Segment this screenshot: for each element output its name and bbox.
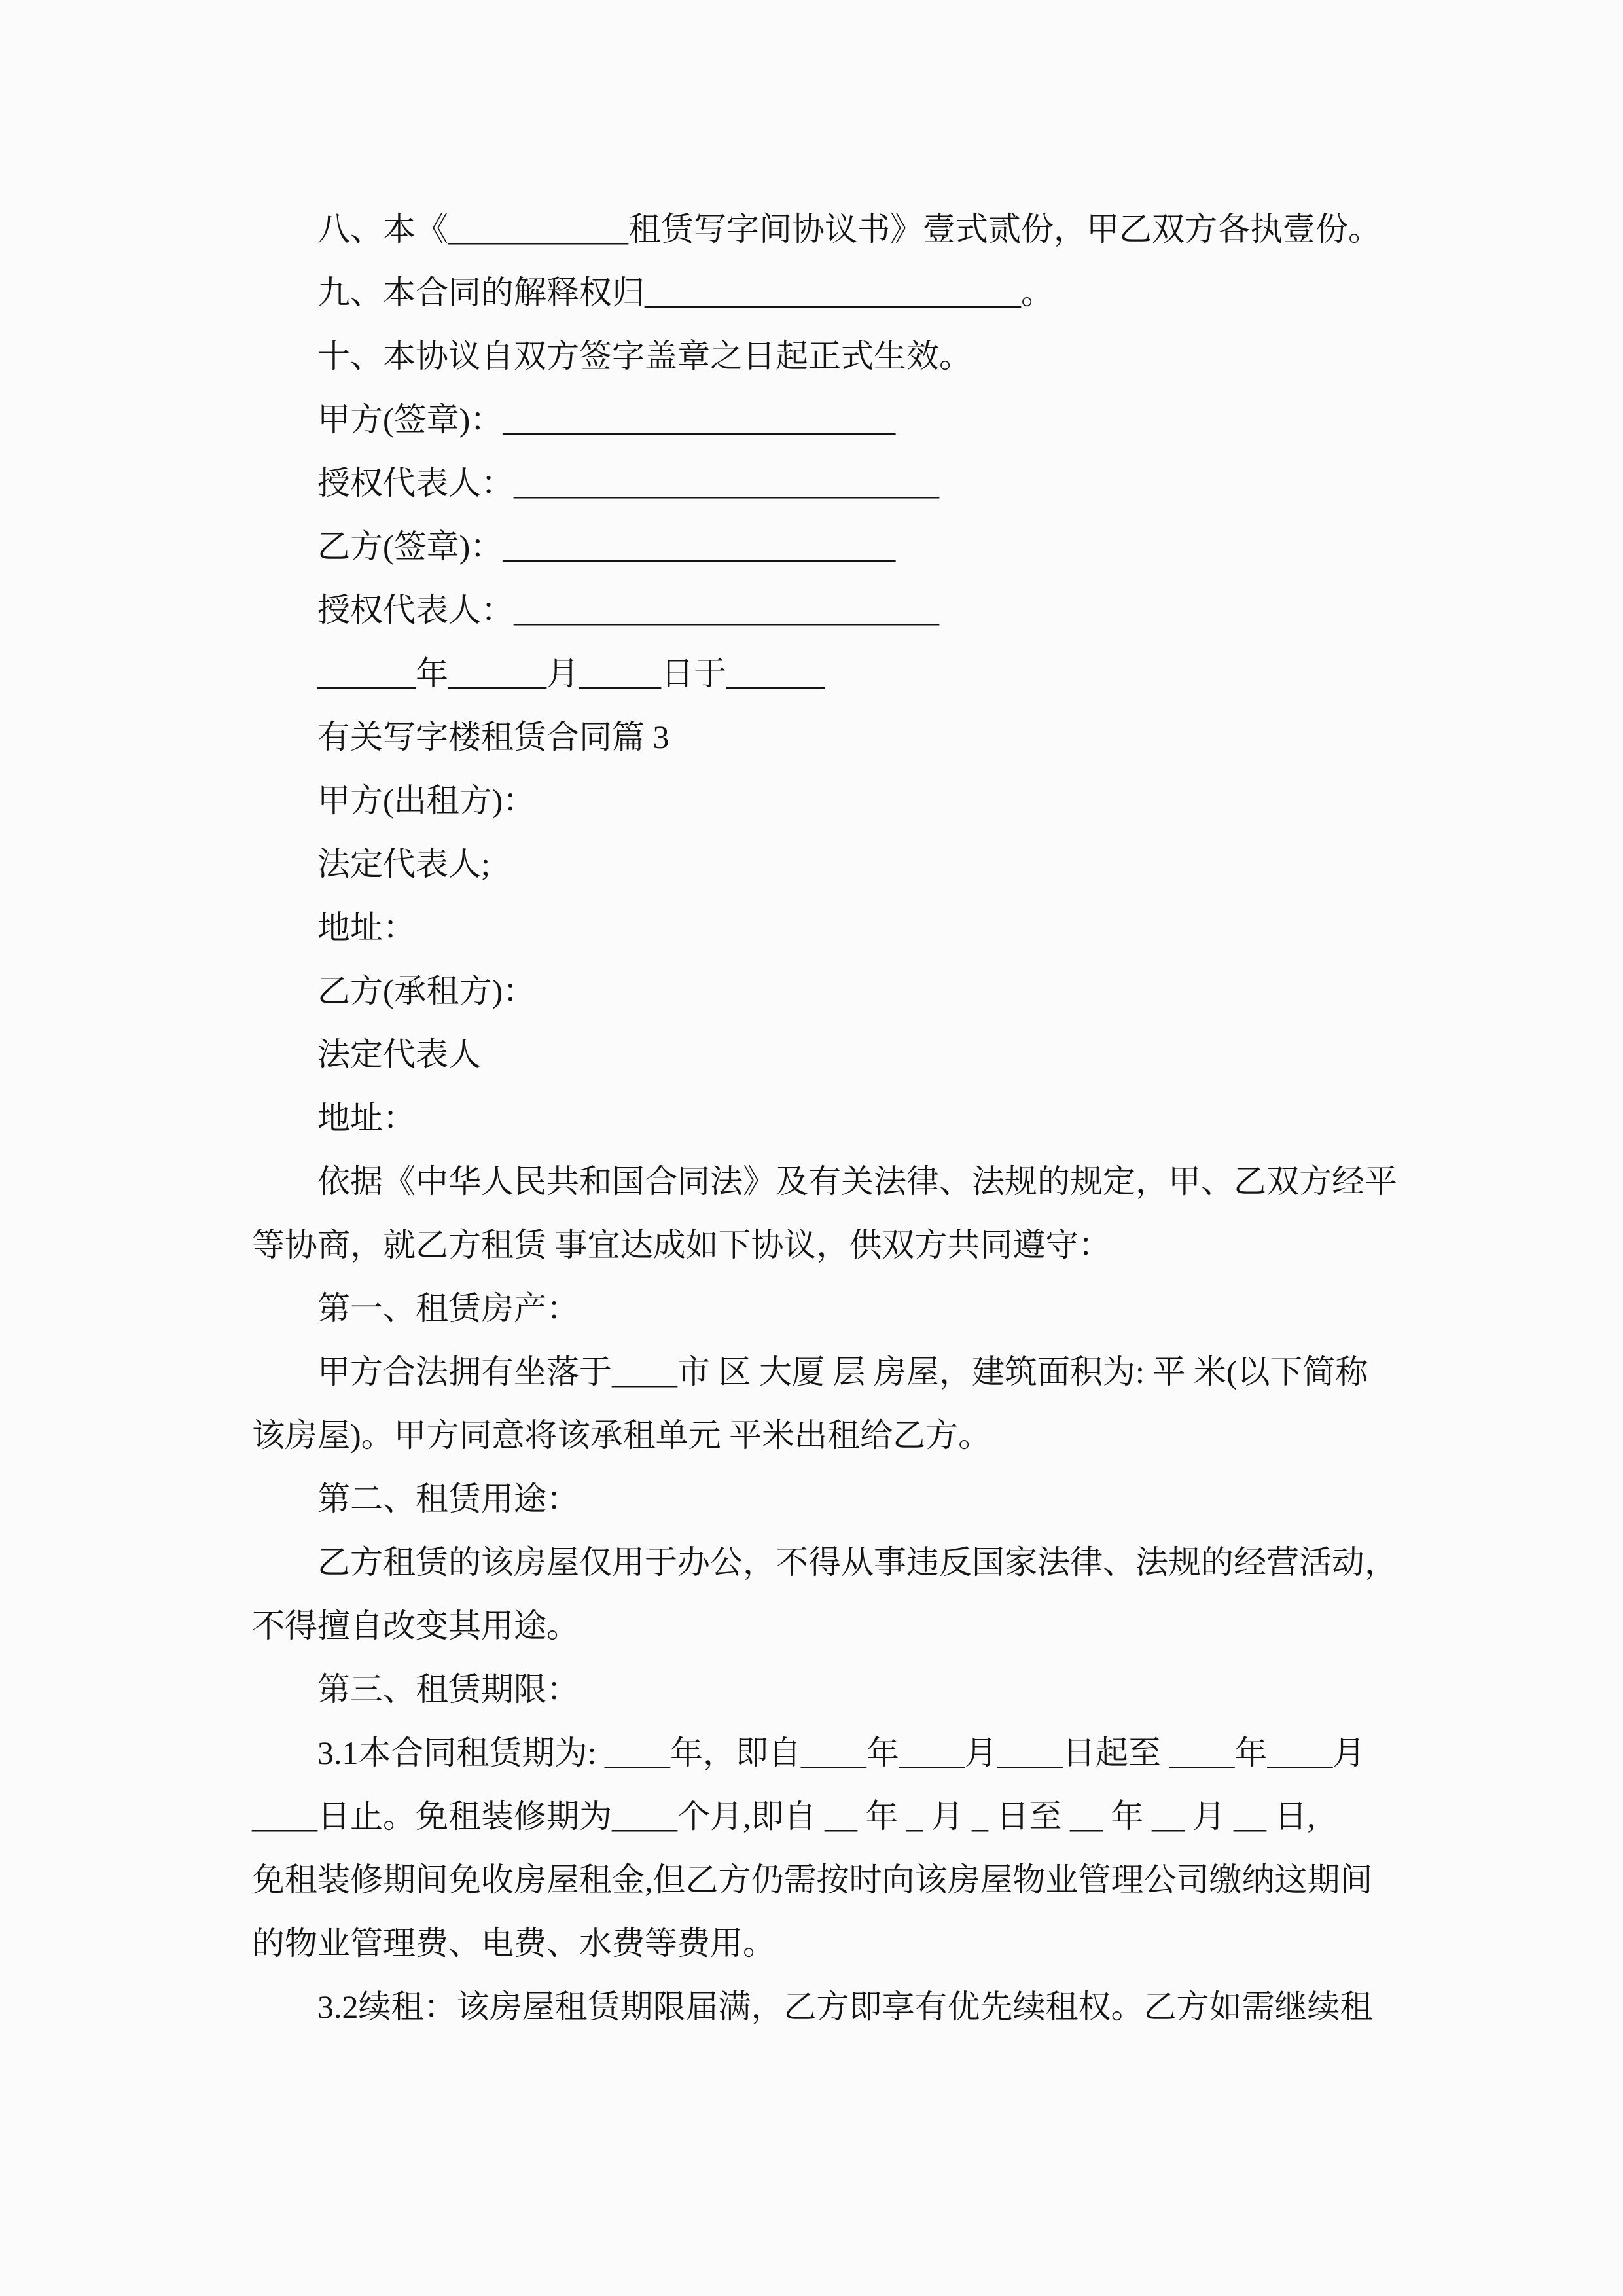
doc-line-article-1-body-1: 甲方合法拥有坐落于____市 区 大厦 层 房屋，建筑面积为: 平 米(以下简称 [317,1354,1368,1390]
doc-line-lessee: 乙方(承租方)： [317,973,536,1009]
doc-line-clause-3-1-b: ____日止。免租装修期为____个月,即自 __ 年 _ 月 _ 日至 __ 年 __ 月 __ 日, [252,1798,1315,1835]
doc-line-clause-10: 十、本协议自双方签字盖章之日起正式生效。 [317,338,972,374]
doc-line-lessor: 甲方(出租方)： [317,782,536,819]
doc-line-article-1-title: 第一、租赁房产： [317,1290,579,1327]
doc-line-clause-9: 九、本合同的解释权归_______________________。 [317,274,1054,311]
doc-line-article-2-body-1: 乙方租赁的该房屋仅用于办公，不得从事违反国家法律、法规的经营活动， [317,1544,1397,1581]
doc-line-section-heading: 有关写字楼租赁合同篇 3 [317,719,669,755]
doc-line-party-a-representative: 授权代表人：__________________________ [317,465,939,501]
doc-line-party-a-signature: 甲方(签章)：________________________ [317,401,896,438]
doc-line-article-2-title: 第二、租赁用途： [317,1480,579,1517]
doc-line-preamble-2: 等协商，就乙方租赁 事宜达成如下协议，供双方共同遵守： [252,1227,1111,1263]
doc-line-clause-3-1-d: 的物业管理费、电费、水费等费用。 [252,1925,776,1962]
doc-line-party-b-signature: 乙方(签章)：________________________ [317,528,896,565]
doc-line-address-a: 地址： [317,909,416,946]
doc-line-clause-3-1-c: 免租装修期间免收房屋租金,但乙方仍需按时向该房屋物业管理公司缴纳这期间 [252,1861,1373,1898]
doc-line-party-b-representative: 授权代表人：__________________________ [317,592,939,628]
doc-line-address-b: 地址： [317,1100,416,1136]
doc-line-date-blank: ______年______月_____日于______ [317,655,825,692]
doc-line-legal-rep-a: 法定代表人; [317,846,490,882]
doc-line-article-2-body-2: 不得擅自改变其用途。 [252,1607,579,1644]
doc-line-legal-rep-b: 法定代表人 [317,1036,481,1073]
doc-line-clause-3-2: 3.2续租：该房屋租赁期限届满，乙方即享有优先续租权。乙方如需继续租 [317,1988,1373,2025]
doc-line-article-3-title: 第三、租赁期限： [317,1671,579,1708]
doc-line-preamble-1: 依据《中华人民共和国合同法》及有关法律、法规的规定，甲、乙双方经平 [317,1163,1397,1200]
doc-line-article-1-body-2: 该房屋)。甲方同意将该承租单元 平米出租给乙方。 [252,1417,991,1454]
doc-line-clause-3-1-a: 3.1本合同租赁期为: ____年，即自____年____月____日起至 ____年____月 [317,1734,1366,1771]
doc-line-clause-8: 八、本《___________租赁写字间协议书》壹式贰份，甲乙双方各执壹份。 [317,211,1381,247]
